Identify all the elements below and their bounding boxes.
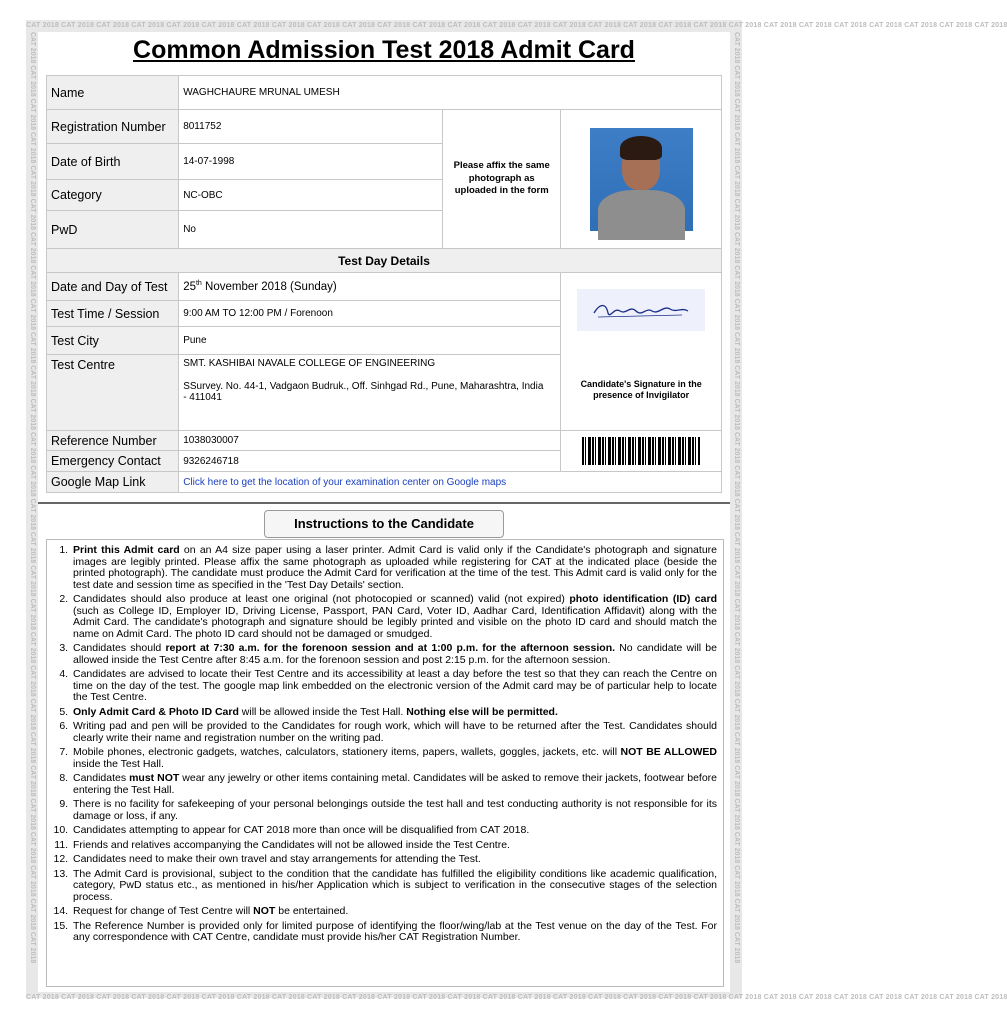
instruction-item: 6. Writing pad and pen will be provided to the Candidates for rough work, which will have to be returned after the Test. Candidates should clearly write their name and registration number on the writing pad.: [71, 721, 717, 744]
test-time-label: Test Time / Session: [47, 301, 179, 327]
candidate-photo: [590, 128, 693, 231]
affix-photo-note: Please affix the same photograph as uploaded in the form: [453, 160, 550, 197]
category-label: Category: [47, 180, 179, 211]
name-label: Name: [47, 76, 179, 110]
instruction-item: 5. Only Admit Card & Photo ID Card will be allowed inside the Test Hall. Nothing else will be permitted.: [71, 707, 717, 719]
section-divider: [38, 502, 730, 504]
emergency-value: 9326246718: [179, 451, 561, 472]
candidate-signature: [577, 289, 705, 331]
instruction-item: 8. Candidates must NOT wear any jewelry or other items containing metal. Candidates will be asked to remove their jackets, footwear before entering the Test Hall.: [71, 773, 717, 796]
test-date-label: Date and Day of Test: [47, 273, 179, 301]
candidate-details-table: [46, 75, 722, 493]
pwd-value: No: [179, 211, 443, 249]
pwd-label: PwD: [47, 211, 179, 249]
test-date-value: 25th November 2018 (Sunday): [179, 273, 561, 301]
dob-label: Date of Birth: [47, 144, 179, 180]
test-day-header: Test Day Details: [47, 249, 722, 273]
category-value: NC-OBC: [179, 180, 443, 211]
instruction-item: 14. Request for change of Test Centre will NOT be entertained.: [71, 906, 717, 918]
instruction-item: 12. Candidates need to make their own travel and stay arrangements for attending the Test.: [71, 854, 717, 866]
admit-card: [38, 32, 730, 992]
test-time-value: 9:00 AM TO 12:00 PM / Forenoon: [179, 301, 561, 327]
test-city-value: Pune: [179, 327, 561, 355]
instructions-box: [46, 539, 724, 987]
dob-value: 14-07-1998: [179, 144, 443, 180]
instruction-item: 3. Candidates should report at 7:30 a.m. for the forenoon session and at 1:00 p.m. for the afternoon session. No candidate will be allowed inside the Test Centre after 8:45 a.m. for the forenoon session and post 2:15 p.m. for the afternoon session.: [71, 643, 717, 666]
registration-label: Registration Number: [47, 110, 179, 144]
reference-value: 1038030007: [179, 431, 561, 451]
emergency-label: Emergency Contact: [47, 451, 179, 472]
test-centre-name: SMT. KASHIBAI NAVALE COLLEGE OF ENGINEERING: [183, 358, 436, 369]
page-title: Common Admission Test 2018 Admit Card: [133, 36, 635, 64]
instruction-item: 4. Candidates are advised to locate their Test Centre and its accessibility at least a day before the test so that they can reach the Centre on time on the day of the test. The google map link embedded on the electronic version of the Admit card may be of particular help to locate the Test Centre.: [71, 669, 717, 704]
test-city-label: Test City: [47, 327, 179, 355]
instruction-item: 7. Mobile phones, electronic gadgets, watches, calculators, stationery items, papers, wallets, goggles, jackets, etc. will NOT BE ALLOWED inside the Test Hall.: [71, 747, 717, 770]
instructions-heading: Instructions to the Candidate: [264, 510, 504, 538]
registration-value: 8011752: [179, 110, 443, 144]
instruction-item: 1. Print this Admit card on an A4 size paper using a laser printer. Admit Card is valid only if the Candidate's photograph and signature images are legibly printed. Please affix the same photograph as uploaded while registering for CAT at the indicated place (beside the printed photograph). The candidate must produce the Admit Card for verification at the time of the test. This Admit card is valid only for the test date and session time as specified in the 'Test Day Details' section.: [71, 545, 717, 591]
test-centre-address: SSurvey. No. 44-1, Vadgaon Budruk., Off. Sinhgad Rd., Pune, Maharashtra, India - 411041: [183, 381, 544, 403]
signature-caption: Candidate's Signature in the presence of Invigilator: [580, 379, 702, 400]
map-link-label: Google Map Link: [47, 472, 179, 493]
watermark-left: CAT 2018 CAT 2018 CAT 2018 CAT 2018 CAT 2018 CAT 2018 CAT 2018 CAT 2018 CAT 2018 CAT 2018 CAT 2018 CAT 2018 CAT 2018 CAT 2018 CAT 2018 CAT 2018 CAT 2018 CAT 2018 CAT 2018 CAT 2018 CAT 2018 CAT 2018 CAT 2018 CAT 2018 CAT 2018 CAT 2018 CAT 2018 CAT 2018: [29, 32, 36, 964]
barcode: [582, 437, 700, 465]
instruction-item: 10. Candidates attempting to appear for CAT 2018 more than once will be disqualified from CAT 2018.: [71, 825, 717, 837]
instruction-item: 15. The Reference Number is provided only for limited purpose of identifying the floor/wing/lab at the Test venue on the day of the Test. For any correspondence with CAT Centre, candidate must provide his/her CAT Registration Number.: [71, 921, 717, 944]
instruction-item: 2. Candidates should also produce at least one original (not photocopied or scanned) valid (not expired) photo identification (ID) card (such as College ID, Employer ID, Driving License, Passport, PAN Card, Voter ID, Aadhar Card, Identification Affidavit) along with the Admit Card. The candidate's photograph and signature should be legibly printed and visible on the photo ID card and should match the name on Admit Card. The photo ID card should not be damaged or smudged.: [71, 594, 717, 640]
watermark-top: CAT 2018 CAT 2018 CAT 2018 CAT 2018 CAT 2018 CAT 2018 CAT 2018 CAT 2018 CAT 2018 CAT 2018 CAT 2018 CAT 2018 CAT 2018 CAT 2018 CAT 2018 CAT 2018 CAT 2018 CAT 2018 CAT 2018 CAT 2018 CAT 2018 CAT 2018 CAT 2018 CAT 2018 CAT 2018 CAT 2018 CAT 2018 CAT 2018: [26, 22, 1007, 29]
reference-label: Reference Number: [47, 431, 179, 451]
instruction-item: 13. The Admit Card is provisional, subject to the condition that the candidate has fulfilled the eligibility conditions like academic qualification, category, PwD status etc., as mentioned in his/her Application which is subject to verification in the consecutive stages of the selection process.: [71, 869, 717, 904]
watermark-bottom: CAT 2018 CAT 2018 CAT 2018 CAT 2018 CAT 2018 CAT 2018 CAT 2018 CAT 2018 CAT 2018 CAT 2018 CAT 2018 CAT 2018 CAT 2018 CAT 2018 CAT 2018 CAT 2018 CAT 2018 CAT 2018 CAT 2018 CAT 2018 CAT 2018 CAT 2018 CAT 2018 CAT 2018 CAT 2018 CAT 2018 CAT 2018 CAT 2018: [26, 994, 1007, 1001]
instruction-item: 9. There is no facility for safekeeping of your personal belongings outside the test hall and test conducting authority is not responsible for its damage or loss, if any.: [71, 799, 717, 822]
instruction-item: 11. Friends and relatives accompanying the Candidates will not be allowed inside the Test Centre.: [71, 840, 717, 852]
watermark-right: CAT 2018 CAT 2018 CAT 2018 CAT 2018 CAT 2018 CAT 2018 CAT 2018 CAT 2018 CAT 2018 CAT 2018 CAT 2018 CAT 2018 CAT 2018 CAT 2018 CAT 2018 CAT 2018 CAT 2018 CAT 2018 CAT 2018 CAT 2018 CAT 2018 CAT 2018 CAT 2018 CAT 2018 CAT 2018 CAT 2018 CAT 2018 CAT 2018: [733, 32, 740, 964]
name-value: WAGHCHAURE MRUNAL UMESH: [179, 76, 722, 110]
instructions-list: [47, 540, 723, 944]
google-map-link[interactable]: Click here to get the location of your examination center on Google maps: [183, 476, 507, 488]
test-centre-label: Test Centre: [47, 355, 179, 431]
